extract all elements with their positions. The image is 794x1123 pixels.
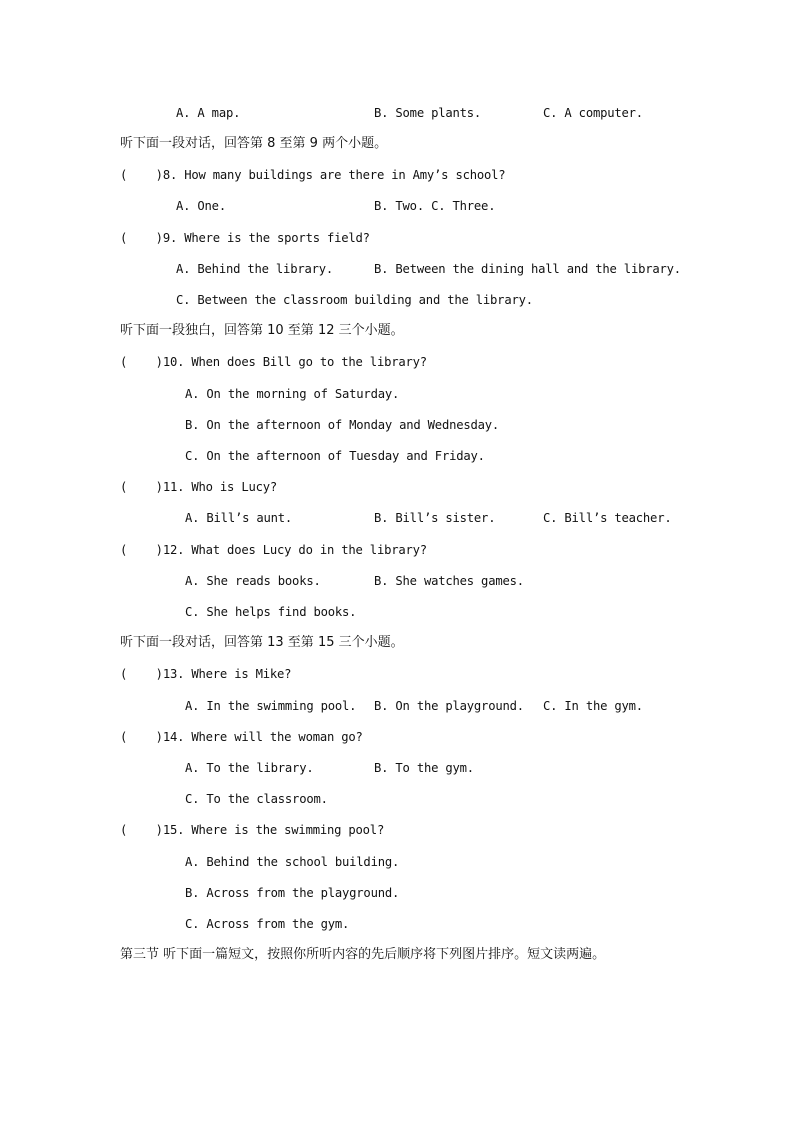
answer-option: B. On the afternoon of Monday and Wednesday. — [185, 418, 500, 432]
answer-option: B. Two. C. Three. — [374, 199, 496, 213]
question-text: ( )14. Where will the woman go? — [120, 730, 363, 744]
answer-option: A. On the morning of Saturday. — [185, 387, 400, 401]
question-text: ( )12. What does Lucy do in the library? — [120, 543, 427, 557]
question-text: ( )11. Who is Lucy? — [120, 480, 278, 494]
answer-option: C. Bill’s teacher. — [543, 511, 672, 525]
question-text: ( )8. How many buildings are there in Amy’s school? — [120, 168, 506, 182]
question-text: ( )15. Where is the swimming pool? — [120, 823, 385, 837]
answer-option: B. On the playground. — [374, 699, 524, 713]
answer-option: C. Between the classroom building and the library. — [176, 293, 533, 307]
answer-option: B. Across from the playground. — [185, 886, 400, 900]
answer-option: A. To the library. — [185, 761, 314, 775]
answer-option: B. Between the dining hall and the library. — [374, 262, 681, 276]
answer-option: B. Some plants. — [374, 106, 482, 120]
section-instruction: 听下面一段对话，回答第 8 至第 9 两个小题。 — [120, 136, 388, 151]
answer-option: A. Behind the school building. — [185, 855, 400, 869]
answer-option: A. A map. — [176, 106, 241, 120]
answer-option: C. Across from the gym. — [185, 917, 350, 931]
answer-option: A. One. — [176, 199, 226, 213]
section-instruction: 听下面一段对话，回答第 13 至第 15 三个小题。 — [120, 635, 404, 650]
question-text: ( )13. Where is Mike? — [120, 667, 292, 681]
answer-option: A. In the swimming pool. — [185, 699, 357, 713]
answer-option: C. In the gym. — [543, 699, 643, 713]
question-text: ( )10. When does Bill go to the library? — [120, 355, 427, 369]
section-instruction: 听下面一段独白，回答第 10 至第 12 三个小题。 — [120, 323, 404, 338]
answer-option: A. Bill’s aunt. — [185, 511, 293, 525]
answer-option: B. She watches games. — [374, 574, 524, 588]
answer-option: C. On the afternoon of Tuesday and Friday. — [185, 449, 485, 463]
answer-option: C. A computer. — [543, 106, 643, 120]
answer-option: C. She helps find books. — [185, 605, 357, 619]
answer-option: C. To the classroom. — [185, 792, 328, 806]
question-text: ( )9. Where is the sports field? — [120, 231, 370, 245]
section-instruction: 第三节 听下面一篇短文，按照你所听内容的先后顺序将下列图片排序。短文读两遍。 — [120, 947, 606, 962]
answer-option: B. To the gym. — [374, 761, 474, 775]
answer-option: B. Bill’s sister. — [374, 511, 496, 525]
answer-option: A. She reads books. — [185, 574, 321, 588]
answer-option: A. Behind the library. — [176, 262, 334, 276]
